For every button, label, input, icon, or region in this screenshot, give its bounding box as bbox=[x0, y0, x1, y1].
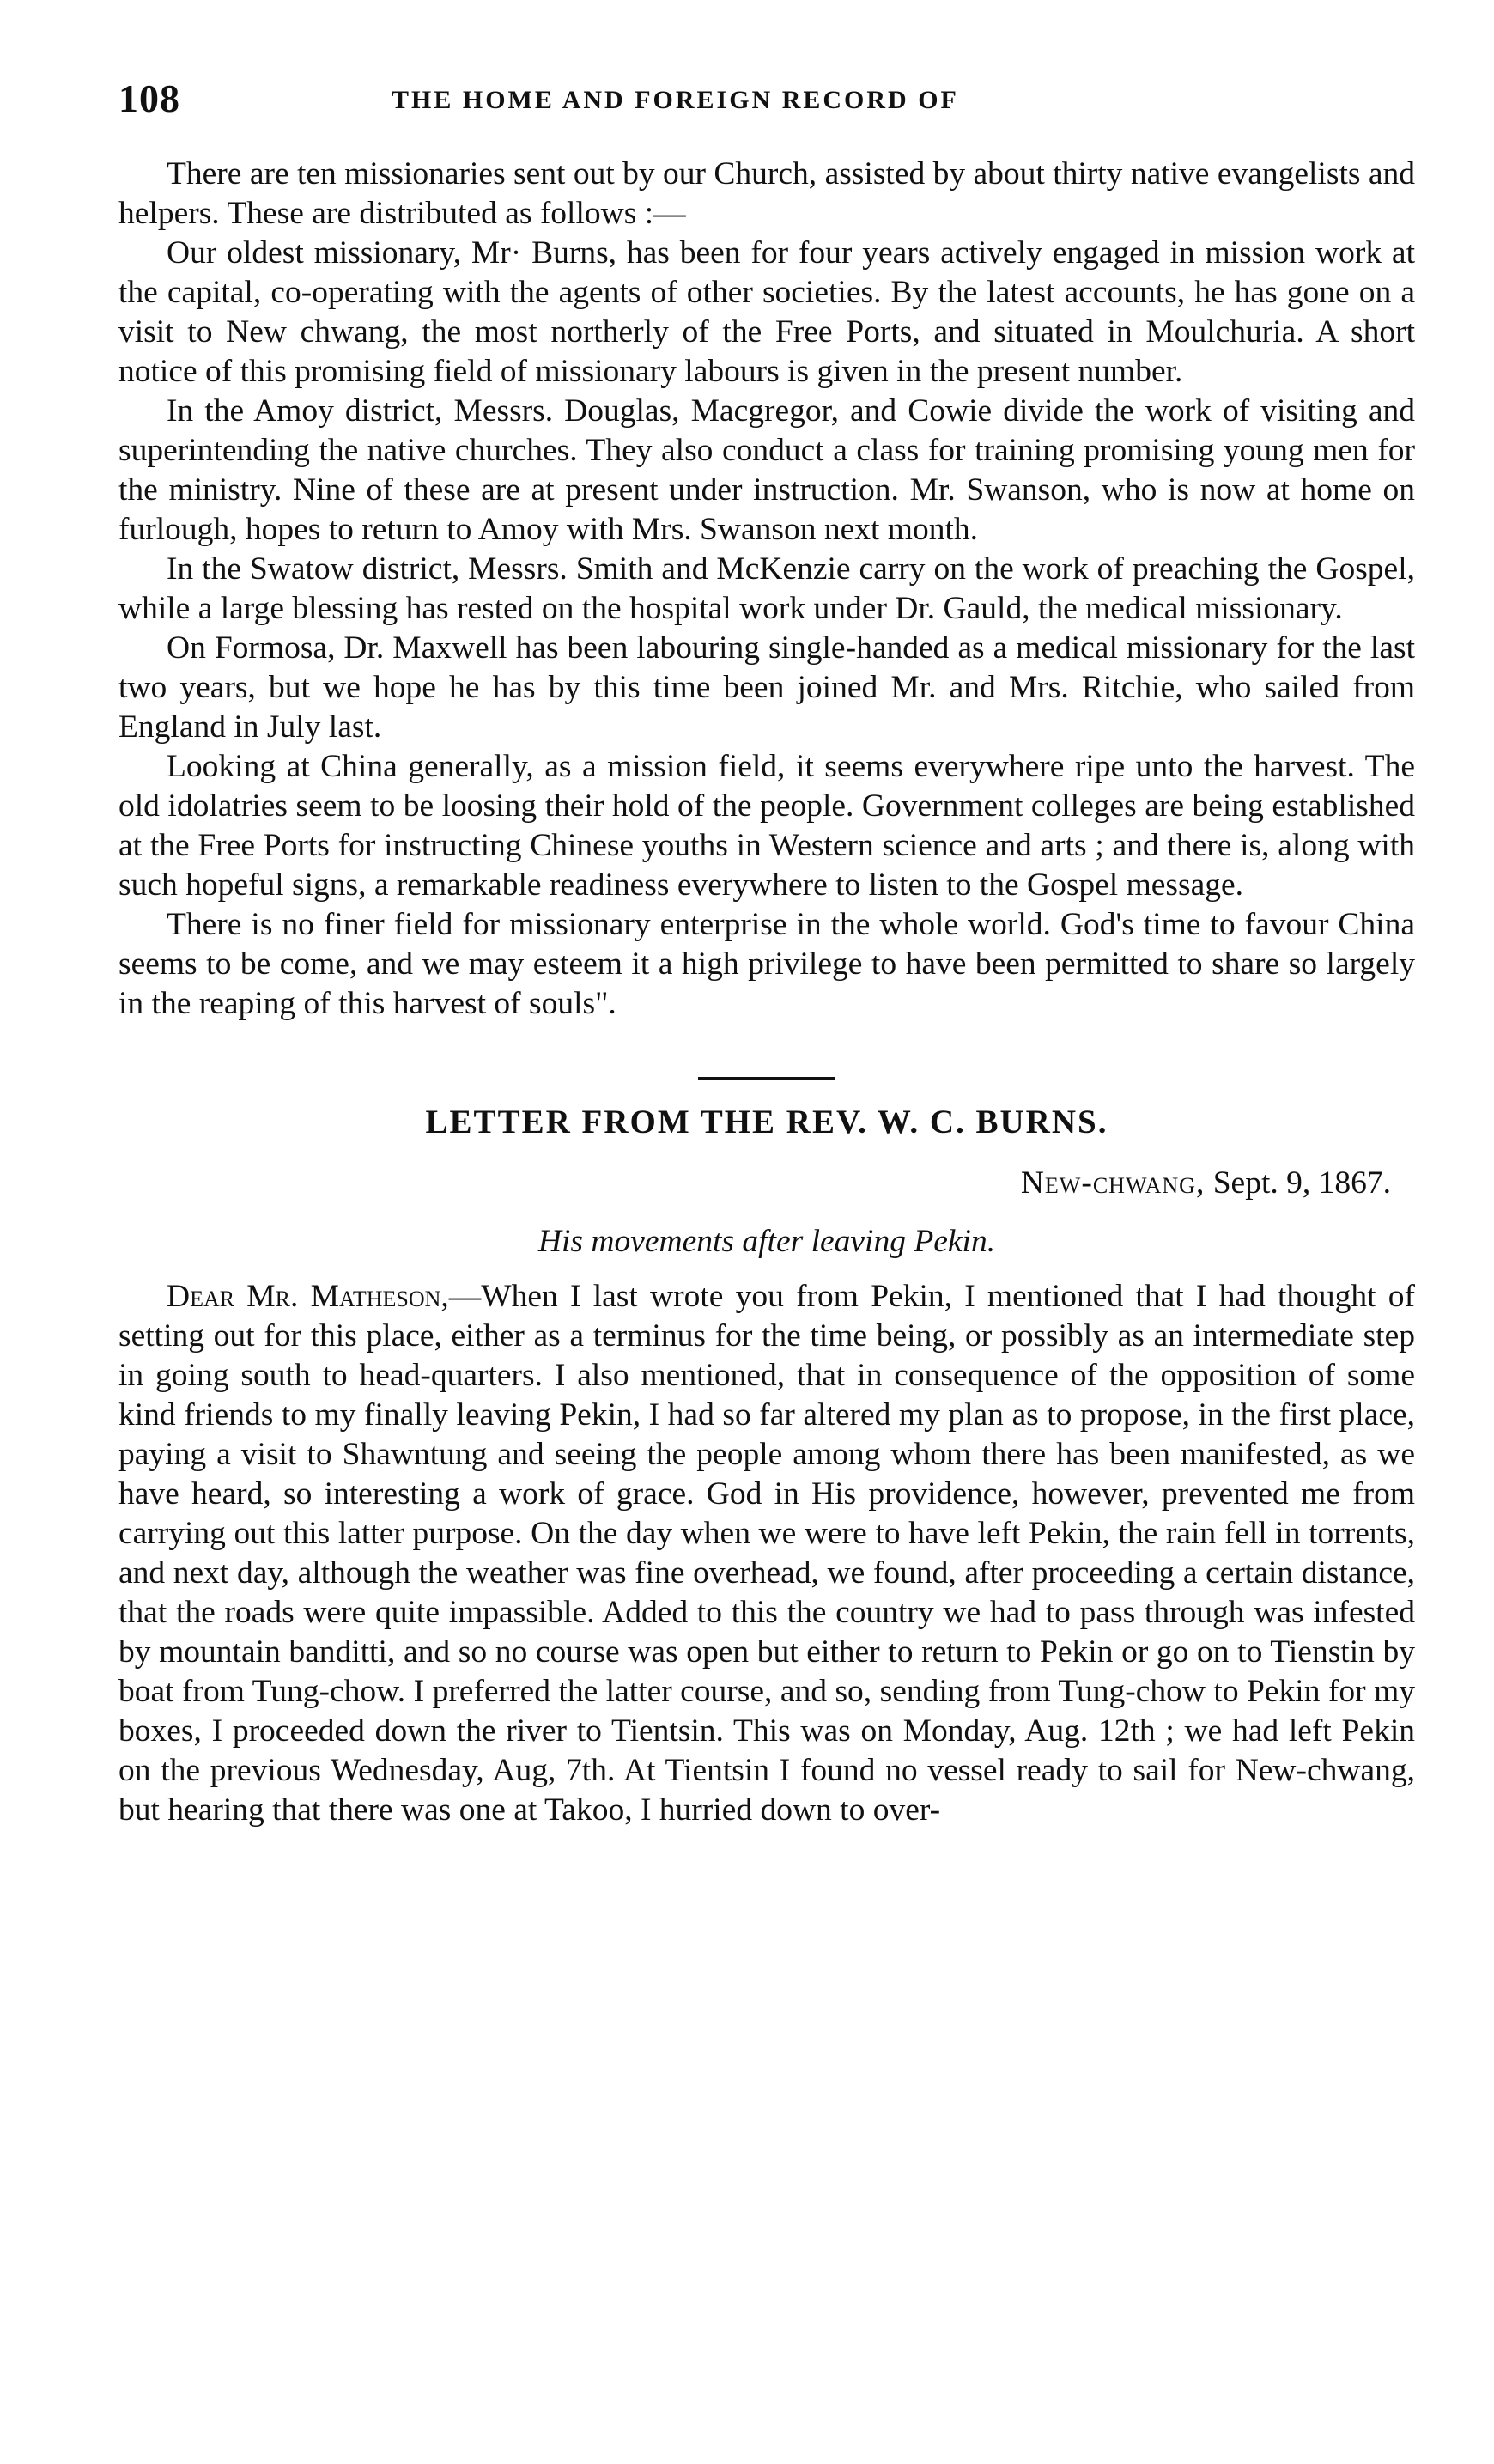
letter-subheading: His movements after leaving Pekin. bbox=[537, 1224, 996, 1259]
letter-place: New-chwang, bbox=[1020, 1165, 1206, 1201]
paragraph: Looking at China generally, as a mission field, it seems everywhere ripe unto the harvest. The old idolatries seem to be loosing their hold of the people. Government colleges are being established at the Free Ports for instructing Chinese youths in Western science and arts ; and there is, along with such hopeful signs, a remarkable readiness everywhere to listen to the Gospel message. bbox=[118, 749, 1415, 903]
letter-body bbox=[118, 1277, 1415, 1830]
page-number: 108 bbox=[118, 76, 180, 120]
letter-salutation: Dear Mr. Matheson, bbox=[167, 1279, 449, 1314]
paragraph: There are ten missionaries sent out by our Church, assisted by about thirty native evangelists and helpers. These are distributed as follows :— bbox=[118, 156, 1415, 231]
document-page bbox=[118, 76, 1415, 1830]
paragraph: In the Amoy district, Messrs. Douglas, Macgregor, and Cowie divide the work of visiting and superintending the native churches. They also conduct a class for training promising young men for the ministry. Nine of these are at present under instruction. Mr. Swanson, who is now at home on furlough, hopes to return to Amoy with Mrs. Swanson next month. bbox=[118, 393, 1415, 547]
section-divider bbox=[698, 1077, 835, 1080]
letter-dateline bbox=[118, 1164, 1391, 1203]
running-header bbox=[118, 76, 1415, 136]
paragraph: There is no finer field for missionary enterprise in the whole world. God's time to favour China seems to be come, and we may esteem it a high privilege to have been permitted to share so largely in the reaping of this harvest of souls". bbox=[118, 907, 1415, 1021]
letter-text: —When I last wrote you from Pekin, I mentioned that I had thought of setting out for this place, either as a terminus for the time being, or possibly as an intermediate step in going south to head-quarters. I also mentioned, that in consequence of the opposition of some kind friends to my finally leaving Pekin, I had so far altered my plan as to propose, in the first place, paying a visit to Shawntung and seeing the people among whom there has been manifested, as we have heard, so interesting a work of grace. God in His providence, however, prevented me from carrying out this latter purpose. On the day when we were to have left Pekin, the rain fell in torrents, and next day, although the weather was fine overhead, we found, after proceeding a certain distance, that the roads were quite impassible. Added to this the country we had to pass through was infested by mountain banditti, and so no course was open but either to return to Pekin or go on to Tienstin by boat from Tung-chow. I preferred the latter course, and so, sending from Tung-chow to Pekin for my boxes, I proceeded down the river to Tientsin. This was on Monday, Aug. 12th ; we had left Pekin on the previous Wednesday, Aug, 7th. At Tientsin I found no vessel ready to sail for New-chwang, but hearing that there was one at Takoo, I hurried down to over- bbox=[118, 1279, 1415, 1828]
letter-heading: LETTER FROM THE REV. W. C. BURNS. bbox=[425, 1104, 1108, 1141]
paragraph: On Formosa, Dr. Maxwell has been labouring single-handed as a medical missionary for the last two years, but we hope he has by this time been joined Mr. and Mrs. Ritchie, who sailed from England in July last. bbox=[118, 630, 1415, 745]
letter-paragraph bbox=[118, 1277, 1415, 1830]
paragraph: Our oldest missionary, Mr· Burns, has been for four years actively engaged in mission work at the capital, co-operating with the agents of other societies. By the latest accounts, he has gone on a visit to New chwang, the most northerly of the Free Ports, and situated in Moulchuria. A short notice of this promising field of missionary labours is given in the present number. bbox=[118, 235, 1415, 389]
article-body bbox=[118, 155, 1415, 1024]
paragraph: In the Swatow district, Messrs. Smith and McKenzie carry on the work of preaching the Gospel, while a large blessing has rested on the hospital work under Dr. Gauld, the medical missionary. bbox=[118, 551, 1415, 626]
letter-date: Sept. 9, 1867. bbox=[1212, 1165, 1391, 1201]
running-title: THE HOME AND FOREIGN RECORD OF bbox=[392, 86, 959, 114]
